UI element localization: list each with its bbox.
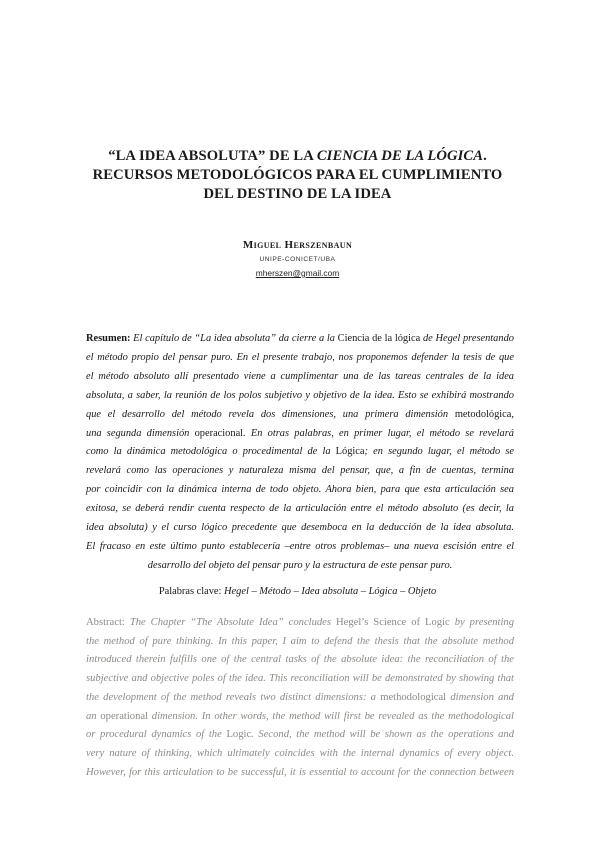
keywords-list: Hegel – Método – Idea absoluta – Lógica – Objeto [224, 586, 437, 597]
abstract-text: metodológica, [454, 408, 514, 420]
abstract-en-line [86, 651, 514, 670]
author-affiliation: UNIPE-CONICET/UBA [259, 256, 336, 263]
abstract-es-line [86, 443, 514, 462]
keywords-label: Palabras clave: [158, 586, 222, 597]
abstract-text: . En otras palabras, en primer lugar, el método se revelará [243, 427, 514, 439]
abstract-es-line [86, 557, 514, 576]
author-name: Miguel Herszenbaun [242, 239, 353, 251]
abstract-text: Logic [226, 729, 252, 741]
keywords [0, 586, 595, 597]
abstract-es-line [86, 349, 514, 368]
abstract-text: However, for this articulation to be successful, it is essential to account for the connection between [86, 766, 514, 778]
abstract-text: . Second, the method will be shown as the operations and [251, 729, 514, 741]
abstract-es-line [86, 481, 514, 500]
abstract-text: absoluta, a saber, la reunión de los polos subjetivo y objetivo de la idea. Esto se exhibirá mostrando [86, 389, 514, 401]
abstract-text: el método absoluto allí presentado viene a cumplimentar una de las tareas centrales de la idea [86, 370, 514, 382]
abstract-en-line [86, 745, 514, 764]
abstract-text: exitosa, se deberá rendir cuenta respecto de la articulación entre el método absoluto (es decir, la [86, 503, 514, 515]
abstract-en-line [86, 633, 514, 652]
abstract-spanish [86, 330, 514, 576]
abstract-text: idea absoluta) y el curso lógico precedente que desemboca en la deducción de la idea absoluta. [86, 522, 514, 534]
abstract-text: The Chapter “The Absolute Idea” concludes [129, 617, 336, 628]
title-book-name: CIENCIA DE LA LÓGICA [316, 148, 484, 164]
abstract-text: the development of the method reveals two distinct dimensions: a [86, 691, 381, 703]
abstract-en-line [86, 614, 514, 633]
title-line-3: DEL DESTINO DE LA IDEA [203, 186, 392, 202]
abstract-text: de Hegel presentando [420, 333, 514, 344]
abstract-text: introduced therein fulfills one of the central tasks of the absolute idea: the reconciliation of the [86, 654, 514, 666]
abstract-es-line [86, 425, 514, 444]
abstract-en-line [86, 670, 514, 689]
abstract-es-line [86, 330, 514, 349]
abstract-text: very nature of thinking, which ultimately coincides with the internal dynamics of every object. [86, 747, 514, 759]
title-line-1: “LA IDEA ABSOLUTA” DE LA CIENCIA DE LA LÓGICA. [108, 148, 487, 164]
abstract-es-line [86, 462, 514, 481]
abstract-label: Abstract: [86, 617, 125, 628]
abstract-es-line [86, 387, 514, 406]
abstract-text: desarrollo del objeto del pensar puro y la estructura de este pensar puro. [147, 559, 453, 571]
abstract-text: ; en segundo lugar, el método se [364, 446, 514, 458]
title-line-2: RECURSOS METODOLÓGICOS PARA EL CUMPLIMIENTO [92, 167, 503, 183]
abstract-text: que el desarrollo del método revela dos dimensiones, una primera dimensión [86, 408, 455, 420]
abstract-es-line [86, 368, 514, 387]
abstract-en-line [86, 726, 514, 745]
abstract-text: the method of pure thinking. In this paper, I aim to defend the thesis that the absolute method [86, 635, 514, 647]
abstract-text: Hegel’s Science of Logic [335, 617, 450, 628]
abstract-text: Lógica [335, 446, 365, 458]
abstract-text: dimension. In other words, the method will first be revealed as the methodological [148, 710, 514, 722]
abstract-text: El fracaso en este último punto establecería –entre otros problemas– una nueva escisión entre el [86, 540, 514, 552]
abstract-text: El capítulo de “La idea absoluta” da cierre a la [133, 333, 338, 344]
abstract-text: una segunda dimensión [86, 427, 195, 439]
abstract-text: como la dinámica metodológica o procedimental de la [86, 446, 336, 458]
abstract-text: operacional [194, 427, 244, 439]
abstract-en-line [86, 708, 514, 727]
abstract-es-line [86, 406, 514, 425]
abstract-text: methodological [380, 691, 447, 703]
abstract-english [86, 614, 514, 782]
abstract-text: subjective and objective poles of the idea. This reconciliation will be demonstrated by showing that [86, 673, 514, 685]
abstract-text: by presenting [449, 617, 514, 628]
abstract-en-line [86, 689, 514, 708]
abstract-en-line [86, 764, 514, 783]
abstract-text: an [86, 710, 101, 722]
abstract-text: or procedural dynamics of the [86, 729, 227, 741]
abstract-es-line [86, 500, 514, 519]
abstract-text: por coincidir con la dinámica interna de todo objeto. Ahora bien, para que esta articulación sea [86, 484, 514, 496]
article-title [60, 147, 535, 204]
abstract-es-line [86, 538, 514, 557]
abstract-es-line [86, 519, 514, 538]
abstract-text: dimension and [446, 691, 514, 703]
author-email-link[interactable]: mherszen@gmail.com [255, 268, 340, 278]
abstract-text: Ciencia de la lógica [337, 333, 421, 344]
abstract-text: el método propio del pensar puro. En el presente trabajo, nos proponemos defender la tesis de que [86, 351, 514, 363]
abstract-label: Resumen: [86, 333, 131, 344]
abstract-text: operational [100, 710, 149, 722]
abstract-text: revelará como las operaciones y naturaleza misma del pensar, que, a fin de cuentas, termina [86, 465, 514, 477]
